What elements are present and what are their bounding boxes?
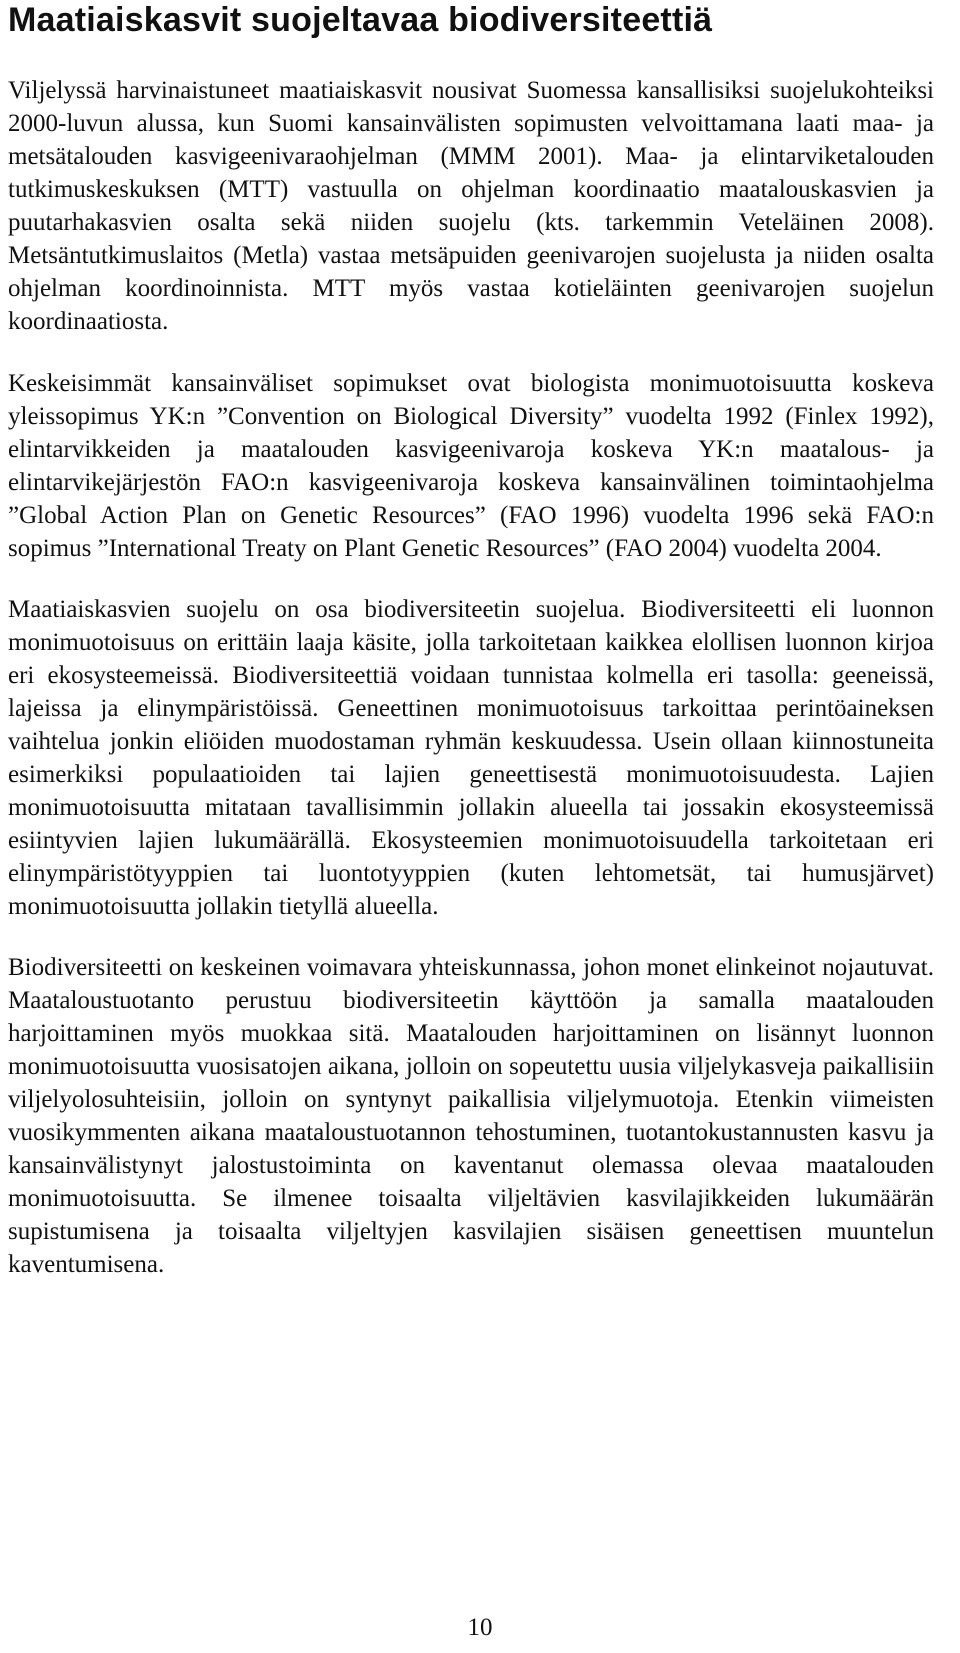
page-number: 10 — [467, 1614, 493, 1641]
paragraph-biodiversity-resource: Biodiversiteetti on keskeinen voimavara yhteiskunnassa, johon monet elinkeinot nojautuvat. Maataloustuotanto perustuu biodiversiteetin käyttöön ja samalla maatalouden harjoittaminen myös muokkaa sitä. Maatalouden harjoittaminen on lisännyt luonnon monimuotoisuutta vuosisatojen aikana, jolloin on sopeutettu uusia viljelykasveja paikallisiin viljelyolosuhteisiin, jolloin on syntynyt paikallisia viljelymuotoja. Etenkin viimeisten vuosikymmenten aikana maataloustuotannon tehostuminen, tuotantokustannusten kasvu ja kansainvälistynyt jalostustoiminta on kaventanut olemassa olevaa maatalouden monimuotoisuutta. Se ilmenee toisaalta viljeltävien kasvilajikkeiden lukumäärän supistumisena ja toisaalta viljeltyjen kasvilajien sisäisen geneettisen muuntelun kaventumisena. — [8, 954, 934, 1278]
paragraph-national-protection: Viljelyssä harvinaistuneet maatiaiskasvit nousivat Suomessa kansallisiksi suojelukohteiksi 2000-luvun alussa, kun Suomi kansainvälisten sopimusten velvoittamana laati maa- ja metsätalouden kasvigeenivaraohjelman (MMM 2001). Maa- ja elintarviketalouden tutkimuskeskuksen (MTT) vastuulla on ohjelman koordinaatio maatalouskasvien ja puutarhakasvien osalta sekä niiden suojelu (kts. tarkemmin Veteläinen 2008). Metsäntutkimuslaitos (Metla) vastaa metsäpuiden geenivarojen suojelusta ja niiden osalta ohjelman koordinoinnista. MTT myös vastaa kotieläinten geenivarojen suojelun koordinaatiosta. — [8, 77, 934, 335]
paragraph-international-agreements: Keskeisimmät kansainväliset sopimukset ovat biologista monimuotoisuutta koskeva yleissopimus YK:n ”Convention on Biological Diversity” vuodelta 1992 (Finlex 1992), elintarvikkeiden ja maatalouden kasvigeenivaroja koskeva YK:n maatalous- ja elintarvikejärjestön FAO:n kasvigeenivaroja koskeva kansainvälinen toimintaohjelma ”Global Action Plan on Genetic Resources” (FAO 1996) vuodelta 1996 sekä FAO:n sopimus ”International Treaty on Plant Genetic Resources” (FAO 2004) vuodelta 2004. — [8, 370, 934, 562]
paragraph-biodiversity-definition: Maatiaiskasvien suojelu on osa biodiversiteetin suojelua. Biodiversiteetti eli luonnon monimuotoisuus on erittäin laaja käsite, jolla tarkoitetaan kaikkea elollisen luonnon kirjoa eri ekosysteemeissä. Biodiversiteettiä voidaan tunnistaa kolmella eri tasolla: geeneissä, lajeissa ja elinympäristöissä. Geneettinen monimuotoisuus tarkoittaa perintöaineksen vaihtelua jonkin eliöiden muodostaman ryhmän keskuudessa. Usein ollaan kiinnostuneita esimerkiksi populaatioiden tai lajien geneettisestä monimuotoisuudesta. Lajien monimuotoisuutta mitataan tavallisimmin jollakin alueella tai jossakin ekosysteemissä esiintyvien lajien lukumäärällä. Ekosysteemien monimuotoisuudella tarkoitetaan eri elinympäristötyyppien tai luontotyyppien (kuten lehtometsät, tai humusjärvet) monimuotoisuutta jollakin tietyllä alueella. — [8, 596, 934, 920]
page-title: Maatiaiskasvit suojeltavaa biodiversiteettiä — [8, 1, 713, 39]
